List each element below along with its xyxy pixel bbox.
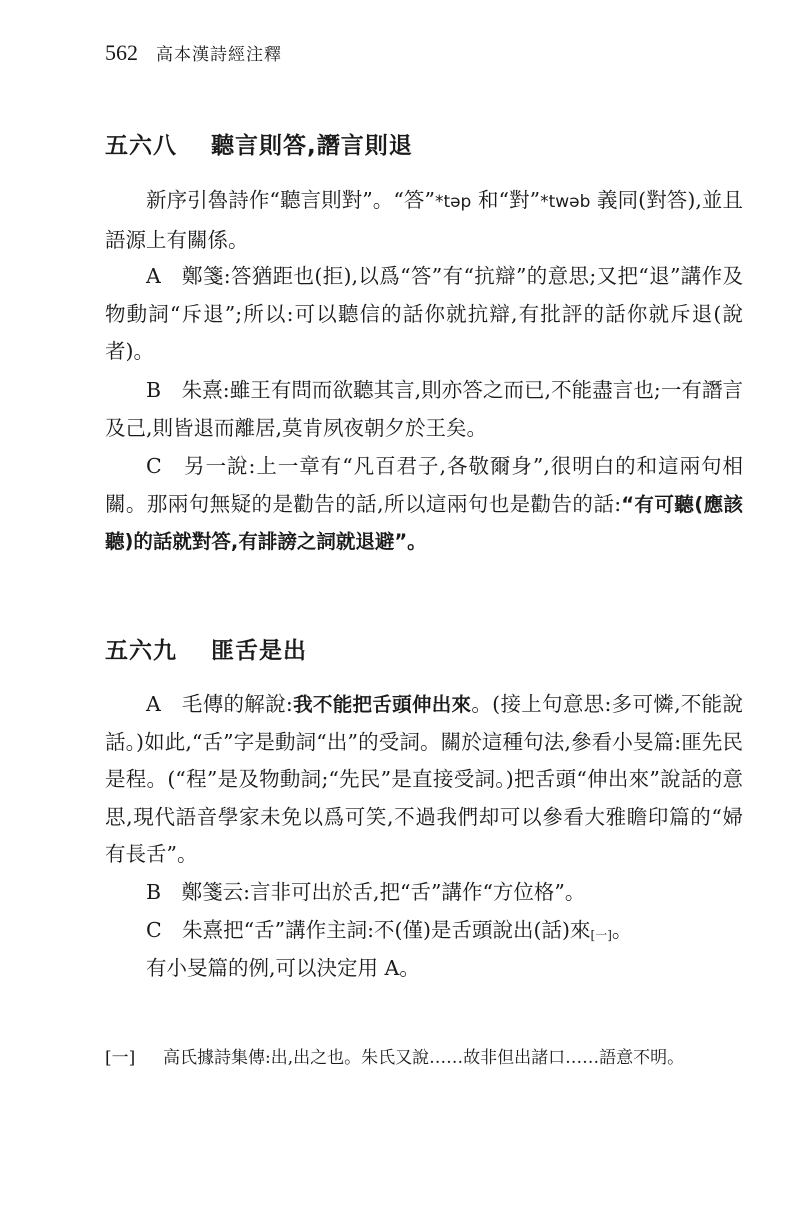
section-569-para-c: C 朱熹把“舌”講作主詞:不(僅)是舌頭說出(話)來[一]。 (146, 918, 633, 942)
footnote-mark: [一] (105, 1048, 136, 1068)
running-header (105, 40, 282, 70)
section-568-para-c: C 另一說:上一章有“凡百君子,各敬爾身”,很明白的和這兩句相關。那兩句無疑的是勸告的話,所以這兩句也是勸告的話:“有可聽(應該聽)的話就對答,有誹謗之詞就退避”。 (105, 454, 743, 553)
footnote-reference[interactable]: [一] (590, 928, 612, 942)
emphasis-translation: “有可聽(應該聽)的話就對答,有誹謗之詞就退避”。 (105, 492, 743, 553)
section-569-number: 五六九 (105, 638, 177, 664)
section-569-conclusion: 有小旻篇的例,可以決定用 A。 (146, 956, 420, 980)
section-568-heading (105, 127, 413, 160)
ipa-reading: *təp (434, 192, 472, 212)
section-569-title: 匪舌是出 (211, 638, 307, 664)
section-568-intro: 新序引魯詩作“聽言則對”。“答”*təp 和“對”*twəb 義同(對答),並且語源上有關係。 (105, 188, 744, 252)
footnote-text: 高氏據詩集傳:出,出之也。朱氏又說……故非但出諸口……語意不明。 (163, 1048, 685, 1068)
section-568-para-a: A 鄭箋:答猶距也(拒),以爲“答”有“抗辯”的意思;又把“退”講作及物動詞“斥退”;所以:可以聽信的話你就抗辯,有批評的話你就斥退(說者)。 (105, 264, 743, 363)
ipa-reading: *twəb (540, 192, 591, 212)
section-568-title: 聽言則答,譖言則退 (211, 133, 413, 159)
footnote (105, 1041, 745, 1075)
section-568-para-b: B 朱熹:雖王有問而欲聽其言,則亦答之而已,不能盡言也;一有譖言及己,則皆退而離居,莫肯夙夜朝夕於王矣。 (105, 378, 743, 440)
section-569-para-b: B 鄭箋云:言非可出於舌,把“舌”講作“方位格”。 (146, 880, 586, 904)
book-title: 高本漢詩經注釋 (156, 45, 282, 65)
section-568-number: 五六八 (105, 133, 177, 159)
page-number: 562 (105, 40, 138, 65)
emphasis-translation: 我不能把舌頭伸出來 (292, 693, 472, 716)
section-569-para-a: A 毛傳的解說:我不能把舌頭伸出來。(接上句意思:多可憐,不能說話。)如此,“舌”字是動詞“出”的受詞。關於這種句法,參看小旻篇:匪先民是程。(“程”是及物動詞;“先民”是直接受詞。)把舌頭“伸出來”說話的意思,現代語音學家未免以爲可笑,不過我們却可以參看大雅瞻印篇的“婦有長舌”。 (105, 692, 743, 866)
section-569-heading (105, 632, 307, 665)
